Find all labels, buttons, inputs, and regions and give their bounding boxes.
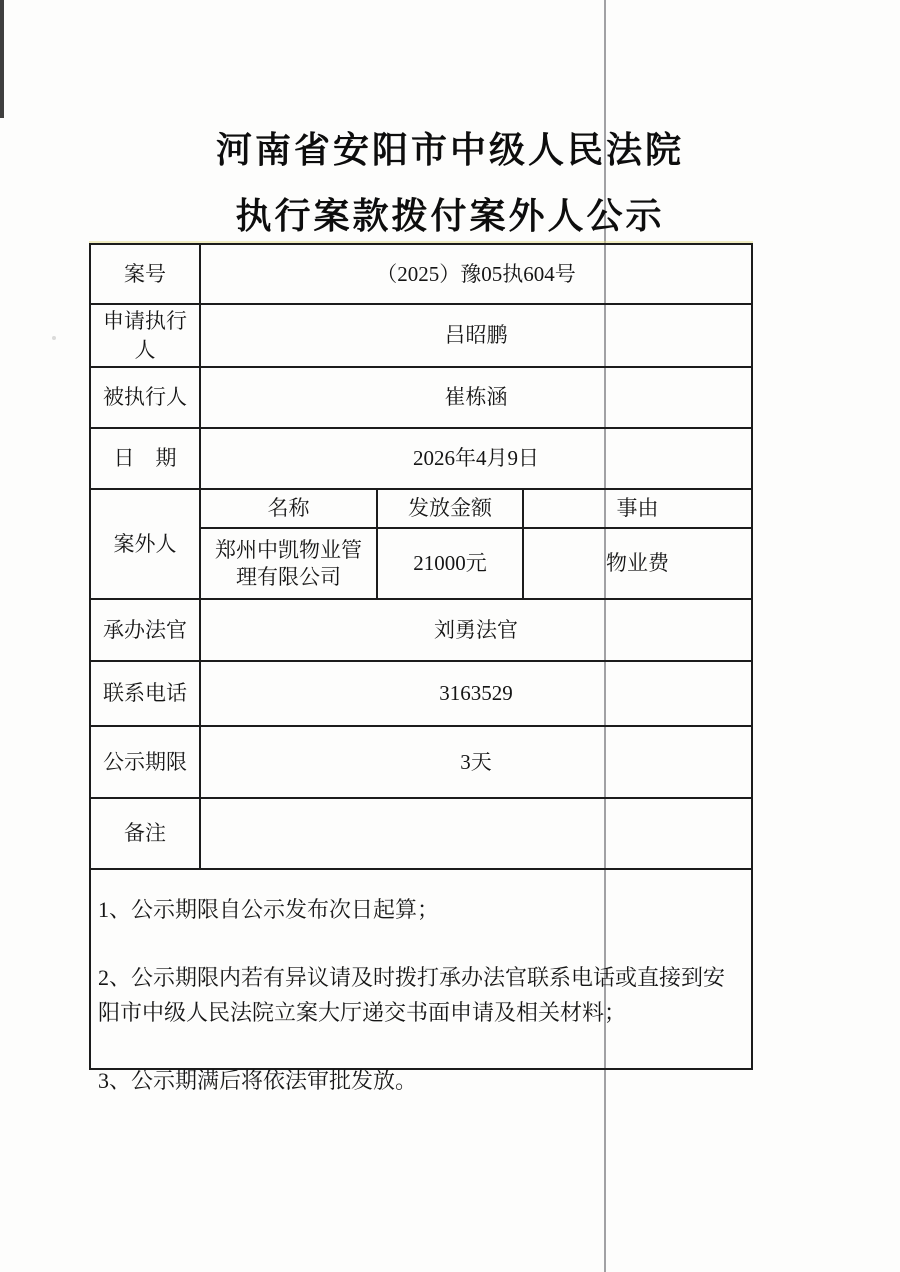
table-row-phone — [91, 662, 751, 727]
judge-value: 刘勇法官 — [434, 617, 518, 642]
outsider-subtable — [201, 490, 751, 598]
period-label: 公示期限 — [91, 727, 201, 797]
table-row-outsider — [91, 490, 751, 600]
outsider-amount-value: 21000元 — [378, 529, 524, 598]
outsider-name-value: 郑州中凯物业管理有限公司 — [201, 529, 378, 598]
scan-speck — [52, 336, 56, 340]
case-number-label: 案号 — [91, 245, 201, 303]
outsider-reason-header: 事由 — [524, 490, 751, 529]
judge-label: 承办法官 — [91, 600, 201, 660]
case-number-value: （2025）豫05执604号 — [376, 261, 576, 286]
respondent-label: 被执行人 — [91, 368, 201, 427]
period-value: 3天 — [460, 749, 492, 774]
outsider-reason-value: 物业费 — [606, 551, 669, 575]
notice-table — [89, 243, 753, 1093]
respondent-value: 崔栋涵 — [444, 385, 508, 409]
outsider-label: 案外人 — [91, 490, 201, 598]
outsider-subtable-entry — [201, 529, 751, 598]
outsider-subtable-header — [201, 490, 751, 529]
outsider-amount-header: 发放金额 — [378, 490, 524, 529]
note-3: 3、公示期满后将依法审批发放。 — [98, 1068, 418, 1093]
outsider-name-header: 名称 — [201, 490, 378, 529]
note-1: 1、公示期限自公示发布次日起算； — [98, 897, 440, 922]
notes-block — [91, 870, 751, 1093]
applicant-label: 申请执行人 — [91, 305, 201, 366]
phone-value: 3163529 — [439, 681, 513, 705]
table-row-applicant — [91, 305, 751, 368]
table-row-respondent — [91, 368, 751, 429]
note-2: 2、公示期限内若有异议请及时拨打承办法官联系电话或直接到安阳市中级人民法院立案大厅递交书面申请及相关材料； — [98, 965, 726, 1025]
date-value: 2026年4月9日 — [413, 446, 539, 470]
table-row-remark — [91, 799, 751, 870]
table-row-notes — [91, 870, 751, 1093]
applicant-value: 吕昭鹏 — [444, 323, 508, 347]
table-row-period — [91, 727, 751, 799]
court-title: 河南省安阳市中级人民法院 — [215, 130, 684, 170]
table-row-date — [91, 429, 751, 490]
remark-value — [201, 799, 751, 868]
notice-title: 执行案款拨付案外人公示 — [235, 196, 665, 236]
table-row-judge — [91, 600, 751, 662]
phone-label: 联系电话 — [91, 662, 201, 725]
remark-label: 备注 — [91, 799, 201, 868]
scan-edge-artifact — [0, 0, 4, 118]
table-row-case-number — [91, 245, 751, 305]
date-label: 日 期 — [91, 429, 201, 488]
